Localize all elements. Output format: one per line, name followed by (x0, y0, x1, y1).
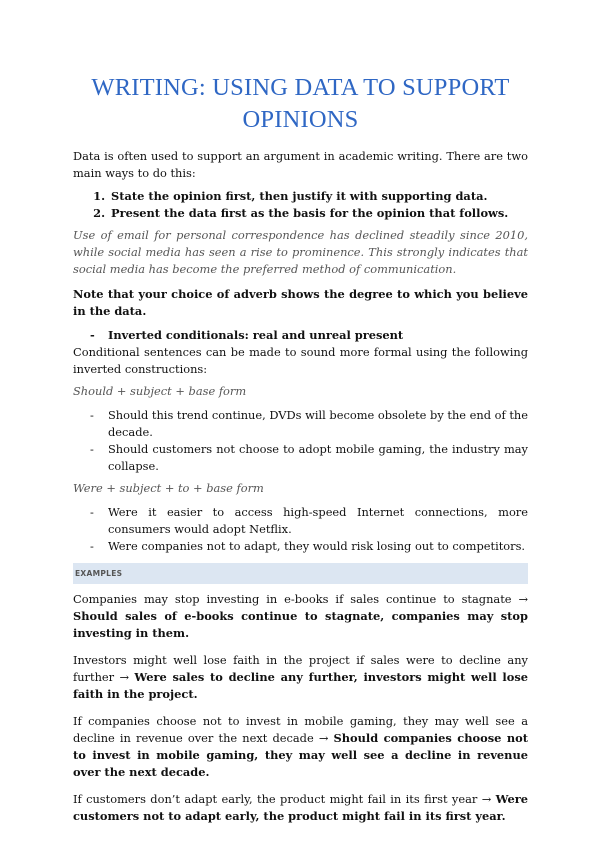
page-title: WRITING: USING DATA TO SUPPORT OPINIONS (91, 74, 510, 133)
step-item: 1. State the opinion first, then justify it with supporting data. (109, 188, 528, 205)
example-source: If companies choose not to invest in mobile gaming, they may well see a decline in revenue over the next decade → (73, 714, 528, 745)
should-example-item: - Should customers not choose to adopt mobile gaming, the industry may collapse. (90, 441, 528, 475)
example-item (73, 591, 528, 642)
note-paragraph: Note that your choice of adverb shows the degree to which you believe in the data. (73, 287, 528, 318)
conditional-intro: Conditional sentences can be made to sound more formal using the following inverted constructions: (73, 345, 528, 376)
example-paragraph: Use of email for personal correspondence has declined steadily since 2010, while social media has seen a rise to prominence. This strongly indicates that social media has become the preferred method of communication. (73, 228, 528, 276)
section-heading-list (73, 327, 528, 344)
formula-should: Should + subject + base form (73, 384, 247, 398)
steps-list (73, 188, 528, 222)
example-rewrite: Were customers not to adapt early, the product might fail in its first year. (73, 792, 528, 823)
were-example-item: - Were companies not to adapt, they would risk losing out to competitors. (90, 538, 528, 555)
example-rewrite: Should companies choose not to invest in mobile gaming, they may well see a decline in revenue over the next decade. (73, 731, 528, 779)
should-examples-list (73, 407, 528, 475)
should-example-item: - Should this trend continue, DVDs will become obsolete by the end of the decade. (90, 407, 528, 441)
formula-were: Were + subject + to + base form (73, 481, 264, 495)
document-page (73, 72, 528, 835)
examples-header: EXAMPLES (73, 563, 528, 584)
example-item (73, 652, 528, 703)
example-item (73, 713, 528, 781)
example-rewrite: Were sales to decline any further, investors might well lose faith in the project. (73, 670, 528, 701)
example-source: Investors might well lose faith in the project if sales were to decline any further → (73, 653, 528, 684)
example-source: Companies may stop investing in e-books if sales continue to stagnate → (73, 592, 528, 606)
step-item: 2. Present the data first as the basis for the opinion that follows. (109, 205, 528, 222)
example-rewrite: Should sales of e-books continue to stagnate, companies may stop investing in them. (73, 609, 528, 640)
intro-paragraph: Data is often used to support an argument in academic writing. There are two main ways to do this: (73, 149, 528, 180)
section-heading: - Inverted conditionals: real and unreal present (90, 327, 528, 344)
example-item (73, 791, 528, 825)
example-source: If customers don’t adapt early, the product might fail in its first year → (73, 792, 496, 806)
were-examples-list (73, 504, 528, 555)
were-example-item: - Were it easier to access high-speed Internet connections, more consumers would adopt Netflix. (90, 504, 528, 538)
